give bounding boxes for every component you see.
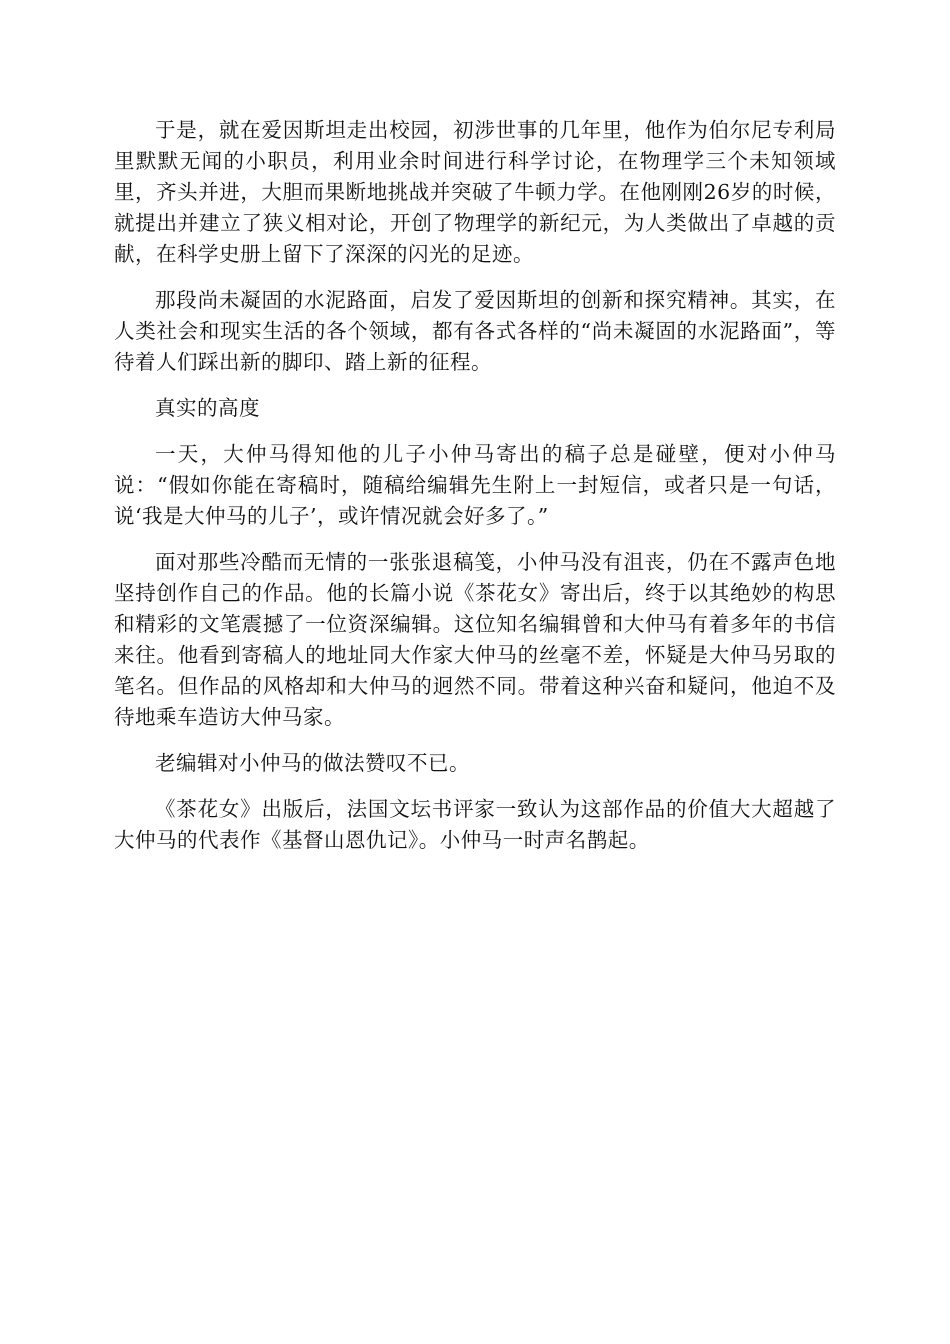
document-body <box>114 115 836 871</box>
paragraph-editor-praise: 老编辑对小仲马的做法赞叹不已。 <box>155 751 470 775</box>
paragraph-dumas-advice: 一天，大仲马得知他的儿子小仲马寄出的稿子总是碰壁，便对小仲马说：“假如你能在寄稿时，随稿给编辑先生附上一封短信，或者只是一句话，说‘我是大仲马的儿子’，或许情况就会好多了。” <box>114 442 836 528</box>
section-title-true-height: 真实的高度 <box>155 396 260 420</box>
paragraph-publication-fame: 《茶花女》出版后，法国文坛书评家一致认为这部作品的价值大大超越了大仲马的代表作《基督山恩仇记》。小仲马一时声名鹊起。 <box>114 797 836 852</box>
paragraph-einstein-patent-office: 于是，就在爱因斯坦走出校园，初涉世事的几年里，他作为伯尔尼专利局里默默无闻的小职员，利用业余时间进行科学讨论，在物理学三个未知领域里，齐头并进，大胆而果断地挑战并突破了牛顿力学。在他刚刚26岁的时候，就提出并建立了狭义相对论，开创了物理学的新纪元，为人类做出了卓越的贡献，在科学史册上留下了深深的闪光的足迹。 <box>114 118 836 266</box>
paragraph-cement-road: 那段尚未凝固的水泥路面，启发了爱因斯坦的创新和探究精神。其实，在人类社会和现实生活的各个领域，都有各式各样的“尚未凝固的水泥路面”，等待着人们踩出新的脚印、踏上新的征程。 <box>114 288 836 374</box>
paragraph-camellia-manuscript: 面对那些冷酷而无情的一张张退稿笺，小仲马没有沮丧，仍在不露声色地坚持创作自己的作品。他的长篇小说《茶花女》寄出后，终于以其绝妙的构思和精彩的文笔震撼了一位资深编辑。这位知名编辑曾和大仲马有着多年的书信来往。他看到寄稿人的地址同大作家大仲马的丝毫不差，怀疑是大仲马另取的笔名。但作品的风格却和大仲马的迥然不同。带着这种兴奋和疑问，他迫不及待地乘车造访大仲马家。 <box>114 550 836 729</box>
